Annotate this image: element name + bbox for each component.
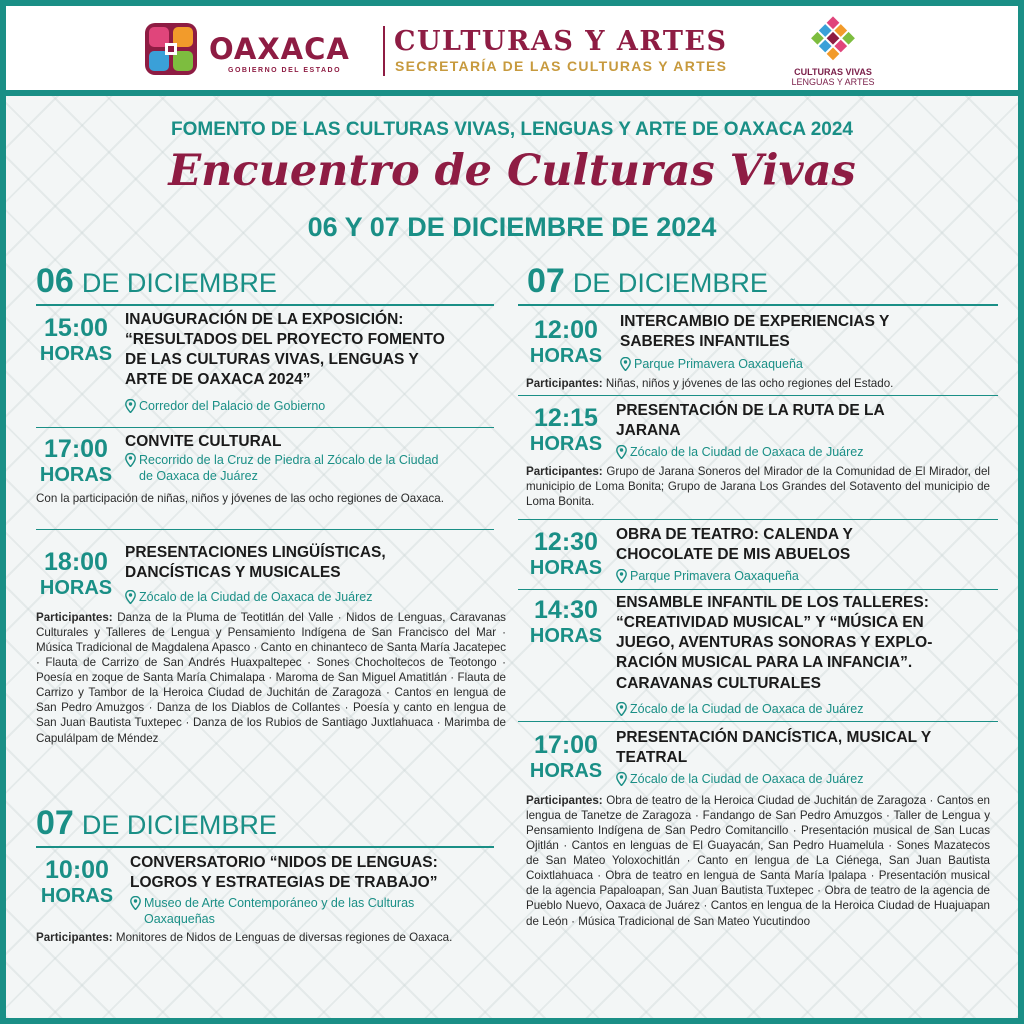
lenguas-y-artes-label: LENGUAS Y ARTES	[791, 77, 875, 87]
day-number: 06	[36, 262, 74, 300]
participants-text: Monitores de Nidos de Lenguas de diversas regiones de Oaxaca.	[115, 931, 453, 944]
divider	[518, 721, 998, 722]
event-time	[35, 858, 119, 906]
participants-label: Participantes:	[526, 377, 603, 390]
title-line: CHOCOLATE DE MIS ABUELOS	[616, 546, 851, 564]
event-title	[125, 310, 495, 391]
oaxaca-wordmark: OAXACA	[209, 32, 350, 66]
gobierno-del-estado-label: GOBIERNO DEL ESTADO	[228, 67, 342, 74]
event-time	[524, 318, 608, 366]
location-pin-icon	[620, 357, 631, 371]
hours-label: HORAS	[39, 464, 113, 486]
location-pin-icon	[130, 896, 141, 910]
title-line: PRESENTACIONES LINGÜÍSTICAS,	[125, 544, 386, 561]
poster-frame	[6, 6, 1018, 1018]
hours-label: HORAS	[40, 885, 114, 907]
time-value: 17:00	[534, 731, 598, 759]
participants-text: Grupo de Jarana Soneros del Mirador de la Comunidad de El Mirador, del municipio de Loma Bonita; Grupo de Jarana Los Grandes del Sotavento del municipio de Loma Bonita.	[526, 465, 990, 509]
divider	[518, 519, 998, 520]
title-line: LOGROS Y ESTRATEGIAS DE TRABAJO”	[130, 874, 438, 892]
title-line: CONVERSATORIO “NIDOS DE LENGUAS:	[130, 854, 438, 871]
location-line: Recorrido de la Cruz de Piedra al Zócalo de la Ciudad	[139, 453, 439, 467]
location-pin-icon	[616, 772, 627, 786]
time-value: 10:00	[45, 856, 109, 884]
location-text: Zócalo de la Ciudad de Oaxaca de Juárez	[630, 772, 864, 786]
title-line: DANCÍSTICAS Y MUSICALES	[125, 564, 341, 582]
event-location	[130, 895, 500, 928]
event-location	[616, 771, 986, 787]
event-title: Encuentro de Culturas Vivas	[168, 146, 856, 196]
day-header-07	[36, 804, 277, 843]
title-line: JARANA	[616, 422, 681, 440]
title-line: INTERCAMBIO DE EXPERIENCIAS Y	[620, 313, 890, 330]
title-line: RACIÓN MUSICAL PARA LA INFANCIA”.	[616, 654, 913, 672]
culturas-y-artes-title: CULTURAS Y ARTES	[394, 26, 728, 57]
culturas-vivas-label: CULTURAS VIVAS	[794, 67, 872, 77]
time-value: 12:15	[534, 404, 598, 432]
location-text: Zócalo de la Ciudad de Oaxaca de Juárez	[630, 702, 864, 716]
event-participants	[526, 376, 996, 391]
participants-label: Participantes:	[526, 465, 603, 478]
event-location	[616, 568, 986, 584]
event-title	[125, 432, 495, 452]
culturas-vivas-logo-icon	[808, 14, 858, 64]
location-pin-icon	[616, 569, 627, 583]
event-title	[616, 401, 986, 441]
title-line: INAUGURACIÓN DE LA EXPOSICIÓN:	[125, 311, 404, 328]
event-time	[34, 437, 118, 485]
participants-text: Niñas, niños y jóvenes de las ocho regiones del Estado.	[605, 377, 894, 390]
event-time	[524, 598, 608, 646]
participants-label: Participantes:	[36, 611, 113, 624]
location-text: Corredor del Palacio de Gobierno	[139, 399, 326, 413]
day-month: DE DICIEMBRE	[572, 268, 768, 298]
divider	[36, 529, 494, 530]
header	[6, 6, 1018, 90]
event-title	[620, 312, 990, 352]
title-line: DE LAS CULTURAS VIVAS, LENGUAS Y	[125, 351, 419, 369]
location-pin-icon	[125, 453, 136, 467]
event-dates: 06 Y 07 DE DICIEMBRE DE 2024	[307, 212, 717, 242]
day-header-07-right	[527, 262, 768, 301]
day-number: 07	[36, 804, 74, 842]
program-subtitle: FOMENTO DE LAS CULTURAS VIVAS, LENGUAS Y ARTE DE OAXACA 2024	[171, 119, 853, 140]
time-value: 15:00	[44, 314, 108, 342]
hours-label: HORAS	[529, 625, 603, 647]
title-line: SABERES INFANTILES	[620, 333, 790, 351]
event-title	[130, 853, 500, 893]
location-text: Parque Primavera Oaxaqueña	[630, 569, 799, 583]
location-text: Zócalo de la Ciudad de Oaxaca de Juárez	[139, 590, 373, 604]
hours-label: HORAS	[39, 343, 113, 365]
event-participants	[36, 610, 506, 746]
location-pin-icon	[616, 702, 627, 716]
location-pin-icon	[125, 399, 136, 413]
secretaria-subtitle: SECRETARÍA DE LAS CULTURAS Y ARTES	[395, 58, 728, 74]
title-line: OBRA DE TEATRO: CALENDA Y	[616, 526, 853, 543]
participants-text: Danza de la Pluma de Teotitlán del Valle · Nidos de Lenguas, Caravanas Culturales y Talleres de Lengua y Pensamiento Indígena de San Francisco del Mar · Música Tradicional de Magdalena Apasco · Canto en chinanteco de Santa María Jacatepec · Flauta de Carrizo de San Andrés Huaxpaltepec · Sones Chocholtecos de Teotongo · Poesía en zoque de Santa María Chimalapa · Maroma de San Miguel Amatitlán · Flauta de Carrizo y Tambor de la Heroica Ciudad de Juchitán de Zaragoza · Cantos en lengua de San Pedro Amuzgos · Danza de los Diablos de Collantes · Poesía y canto en lengua de San Juan Bautista Tuxtepec · Danza de los Rubios de Santiago Juxtlahuaca · Marimba de Capulálpam de Méndez	[36, 611, 506, 745]
hours-label: HORAS	[529, 760, 603, 782]
title-line: ENSAMBLE INFANTIL DE LOS TALLERES:	[616, 594, 929, 611]
oaxaca-government-emblem-icon	[144, 22, 198, 76]
time-value: 12:00	[534, 316, 598, 344]
event-location	[616, 444, 986, 460]
time-value: 18:00	[44, 548, 108, 576]
event-participants	[526, 464, 990, 509]
divider	[36, 304, 494, 306]
title-line: PRESENTACIÓN DE LA RUTA DE LA	[616, 402, 885, 419]
location-line: Museo de Arte Contemporáneo y de las Culturas	[144, 896, 415, 910]
day-month: DE DICIEMBRE	[81, 810, 277, 840]
location-pin-icon	[616, 445, 627, 459]
day-number: 07	[527, 262, 565, 300]
event-title	[616, 525, 986, 565]
day-header-06	[36, 262, 277, 301]
participants-label: Participantes:	[36, 931, 113, 944]
event-location	[125, 398, 495, 414]
event-title	[616, 728, 991, 768]
event-title	[125, 543, 495, 583]
time-value: 17:00	[44, 435, 108, 463]
hours-label: HORAS	[529, 433, 603, 455]
event-time	[34, 550, 118, 598]
event-participants	[36, 930, 506, 945]
event-note: Con la participación de niñas, niños y jóvenes de las ocho regiones de Oaxaca.	[36, 492, 444, 505]
title-line: PRESENTACIÓN DANCÍSTICA, MUSICAL Y	[616, 729, 932, 746]
time-value: 14:30	[534, 596, 598, 624]
hours-label: HORAS	[39, 577, 113, 599]
location-text: Parque Primavera Oaxaqueña	[634, 357, 803, 371]
title-line: “CREATIVIDAD MUSICAL” Y “MÚSICA EN	[616, 614, 924, 632]
event-location	[620, 356, 990, 372]
event-time	[524, 733, 608, 781]
divider	[518, 589, 998, 590]
participants-text: Obra de teatro de la Heroica Ciudad de Juchitán de Zaragoza · Cantos en lengua de Tanetze de Zaragoza · Fandango de San Pedro Amuzgos · Taller de Lengua y Pensamiento Indígena de San Pedro Comitancillo · Presentación musical de San Lucas Ojitlán · Cantos en lenguas de El Guayacán, San Pedro Huamelula · Sones Mazatecos de San Mateo Yoloxochitlán · Canto en lengua de La Ciénega, San Juan Bautista Coixtlahuaca · Obra de teatro en lengua de Santa María Ipalapa · Presentación musical de la agencia Papaloapan, San Juan Bautista Tuxtepec · Obra de teatro de la agencia de Pueblo Nuevo, Oaxaca de Juárez · Cantos en lengua de la Heroica Ciudad de Huajuapan de León · Música Tradicional de San Mateo Yucutindoo	[526, 794, 990, 928]
title-line: CONVITE CULTURAL	[125, 433, 282, 450]
event-location	[125, 589, 495, 605]
day-month: DE DICIEMBRE	[81, 268, 277, 298]
title-line: TEATRAL	[616, 749, 688, 767]
divider	[36, 427, 494, 428]
event-location	[125, 452, 505, 485]
location-text: Zócalo de la Ciudad de Oaxaca de Juárez	[630, 445, 864, 459]
event-participants	[526, 793, 990, 929]
event-time	[524, 406, 608, 454]
location-line: Oaxaqueñas	[144, 912, 215, 927]
title-line: CARAVANAS CULTURALES	[616, 674, 821, 692]
hours-label: HORAS	[529, 557, 603, 579]
divider	[518, 304, 998, 306]
event-time	[524, 530, 608, 578]
event-time	[34, 316, 118, 364]
hours-label: HORAS	[529, 345, 603, 367]
participants-label: Participantes:	[526, 794, 603, 807]
location-pin-icon	[125, 590, 136, 604]
event-location	[616, 701, 986, 717]
divider	[36, 846, 494, 848]
divider	[518, 395, 998, 396]
title-line: ARTE DE OAXACA 2024”	[125, 371, 311, 389]
location-line: de Oaxaca de Juárez	[139, 469, 258, 484]
time-value: 12:30	[534, 528, 598, 556]
event-title	[616, 593, 991, 694]
header-divider	[383, 26, 385, 76]
title-line: “RESULTADOS DEL PROYECTO FOMENTO	[125, 331, 445, 349]
title-line: JUEGO, AVENTURAS SONORAS Y EXPLO-	[616, 634, 933, 652]
